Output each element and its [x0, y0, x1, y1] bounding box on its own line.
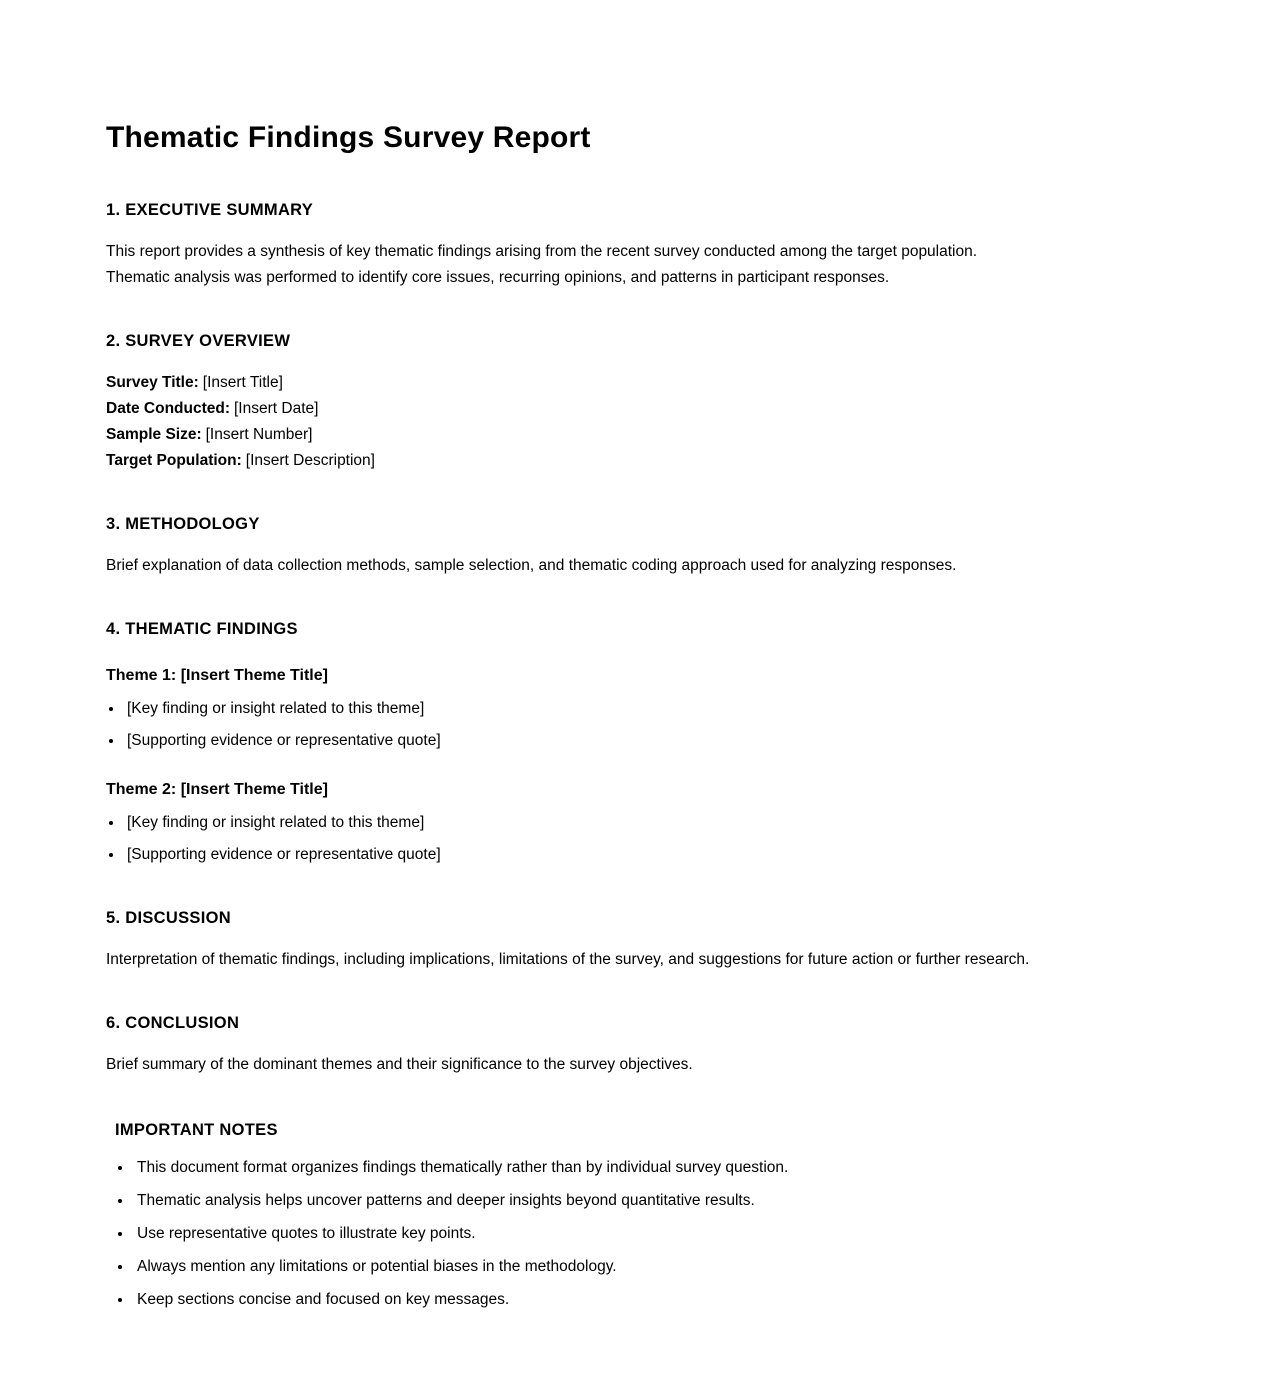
- field-value: [Insert Description]: [245, 452, 375, 469]
- important-notes-heading: IMPORTANT NOTES: [115, 1121, 278, 1139]
- note-item: • Thematic analysis helps uncover patterns and deeper insights beyond quantitative results.: [133, 1188, 1043, 1214]
- note-item: • This document format organizes findings thematically rather than by individual survey question.: [133, 1155, 1043, 1181]
- field-label: Date Conducted:: [106, 400, 230, 417]
- theme-2-title: Theme 2: [Insert Theme Title]: [106, 781, 328, 798]
- section-conclusion: [106, 1013, 1043, 1078]
- important-notes-list: [115, 1155, 1043, 1313]
- page-title: Thematic Findings Survey Report: [106, 121, 591, 154]
- field-label: Target Population:: [106, 452, 242, 469]
- section-heading-executive-summary: 1. EXECUTIVE SUMMARY: [106, 201, 314, 219]
- theme-1-bullet-list: [106, 696, 1043, 754]
- bullet-item: • [Supporting evidence or representative quote]: [124, 728, 1043, 754]
- executive-summary-paragraph: This report provides a synthesis of key thematic findings arising from the recent survey conducted among the target population. Thematic analysis was performed to identify core issues, recurring opinions, and patterns in participant responses.: [106, 243, 978, 286]
- section-heading-thematic-findings: 4. THEMATIC FINDINGS: [106, 620, 298, 638]
- field-label: Sample Size:: [106, 426, 202, 443]
- section-thematic-findings: [106, 619, 1043, 868]
- section-discussion: [106, 908, 1043, 973]
- note-item: • Always mention any limitations or potential biases in the methodology.: [133, 1254, 1043, 1280]
- field-value: [Insert Number]: [205, 426, 313, 443]
- section-heading-survey-overview: 2. SURVEY OVERVIEW: [106, 332, 291, 350]
- bullet-item: • [Key finding or insight related to this theme]: [124, 810, 1043, 836]
- bullet-item: • [Key finding or insight related to this theme]: [124, 696, 1043, 722]
- field-target-population: [106, 448, 1043, 474]
- field-date-conducted: [106, 396, 1043, 422]
- bullet-item: • [Supporting evidence or representative quote]: [124, 842, 1043, 868]
- section-executive-summary: [106, 200, 1043, 291]
- theme-2-bullet-list: [106, 810, 1043, 868]
- conclusion-paragraph: Brief summary of the dominant themes and their significance to the survey objectives.: [106, 1056, 693, 1073]
- theme-block-1: [106, 666, 1043, 754]
- theme-1-title: Theme 1: [Insert Theme Title]: [106, 667, 328, 684]
- section-survey-overview: [106, 331, 1043, 474]
- section-heading-conclusion: 6. CONCLUSION: [106, 1014, 240, 1032]
- section-heading-discussion: 5. DISCUSSION: [106, 909, 231, 927]
- field-value: [Insert Title]: [202, 374, 283, 391]
- note-item: • Keep sections concise and focused on key messages.: [133, 1287, 1043, 1313]
- section-important-notes: [106, 1120, 1043, 1313]
- field-value: [Insert Date]: [234, 400, 319, 417]
- survey-overview-fields: [106, 370, 1043, 474]
- field-survey-title: [106, 370, 1043, 396]
- field-sample-size: [106, 422, 1043, 448]
- methodology-paragraph: Brief explanation of data collection methods, sample selection, and thematic coding approach used for analyzing responses.: [106, 557, 957, 574]
- note-item: • Use representative quotes to illustrate key points.: [133, 1221, 1043, 1247]
- theme-block-2: [106, 780, 1043, 868]
- section-heading-methodology: 3. METHODOLOGY: [106, 515, 260, 533]
- field-label: Survey Title:: [106, 374, 199, 391]
- document-content: [106, 121, 1043, 1313]
- section-methodology: [106, 514, 1043, 579]
- discussion-paragraph: Interpretation of thematic findings, including implications, limitations of the survey, and suggestions for future action or further research.: [106, 951, 1030, 968]
